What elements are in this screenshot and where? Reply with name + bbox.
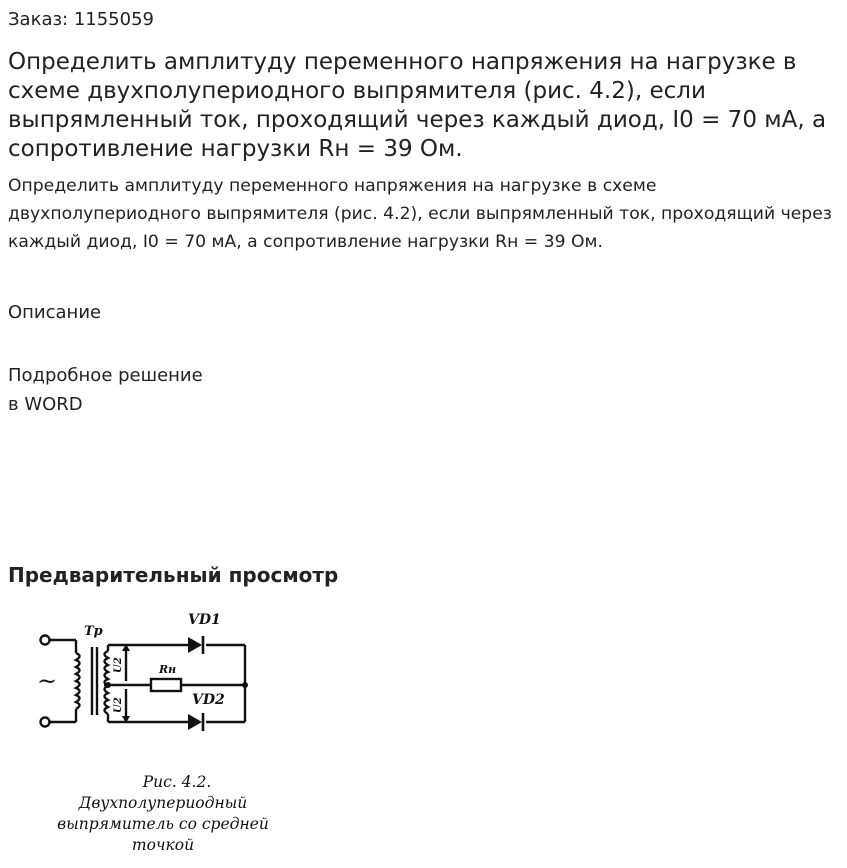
task-description: Определить амплитуду переменного напряжения на нагрузке в схеме двухполупериодного выпрямителя (рис. 4.2), если выпрямленный ток, проходящий через каждый диод, I0 = 70 мА, а сопротивление нагрузки Rн = 39 Ом. <box>8 176 832 252</box>
source-symbol: ~ <box>37 667 58 695</box>
output-junction <box>242 682 248 688</box>
load-resistor <box>151 679 181 691</box>
description-heading: Описание <box>8 302 102 323</box>
diode2-label: VD2 <box>192 692 225 708</box>
order-number: Заказ: 1155059 <box>8 9 154 30</box>
caption-line-1: Рис. 4.2. <box>142 773 212 791</box>
solution-line-1: Подробное решение <box>8 365 203 386</box>
caption-line-3: выпрямитель со средней <box>57 815 269 833</box>
diode-vd1-icon <box>188 637 202 653</box>
input-terminal-top <box>41 636 50 645</box>
caption-line-2: Двухполупериодный <box>78 794 248 812</box>
u2-lower-label: U2 <box>113 697 124 713</box>
primary-winding <box>76 653 80 709</box>
center-tap-junction <box>105 682 111 688</box>
transformer-label: Тр <box>84 624 103 639</box>
resistor-label: Rн <box>159 663 177 676</box>
page-title: Определить амплитуду переменного напряжения на нагрузке в схеме двухполупериодного выпрямителя (рис. 4.2), если выпрямленный ток, проходящий через каждый диод, I0 = 70 мА, а сопротивление нагрузки Rн = 39 Ом. <box>8 49 827 162</box>
diode1-label: VD1 <box>188 612 221 628</box>
caption-line-4: точкой <box>131 836 195 854</box>
input-terminal-bottom <box>41 718 50 727</box>
diode-vd2-icon <box>188 714 202 730</box>
solution-line-2: в WORD <box>8 394 83 415</box>
preview-heading: Предварительный просмотр <box>8 563 339 587</box>
u2-upper-label: U2 <box>113 657 124 673</box>
rectifier-circuit-diagram <box>28 605 268 755</box>
figure-caption <box>28 772 298 856</box>
